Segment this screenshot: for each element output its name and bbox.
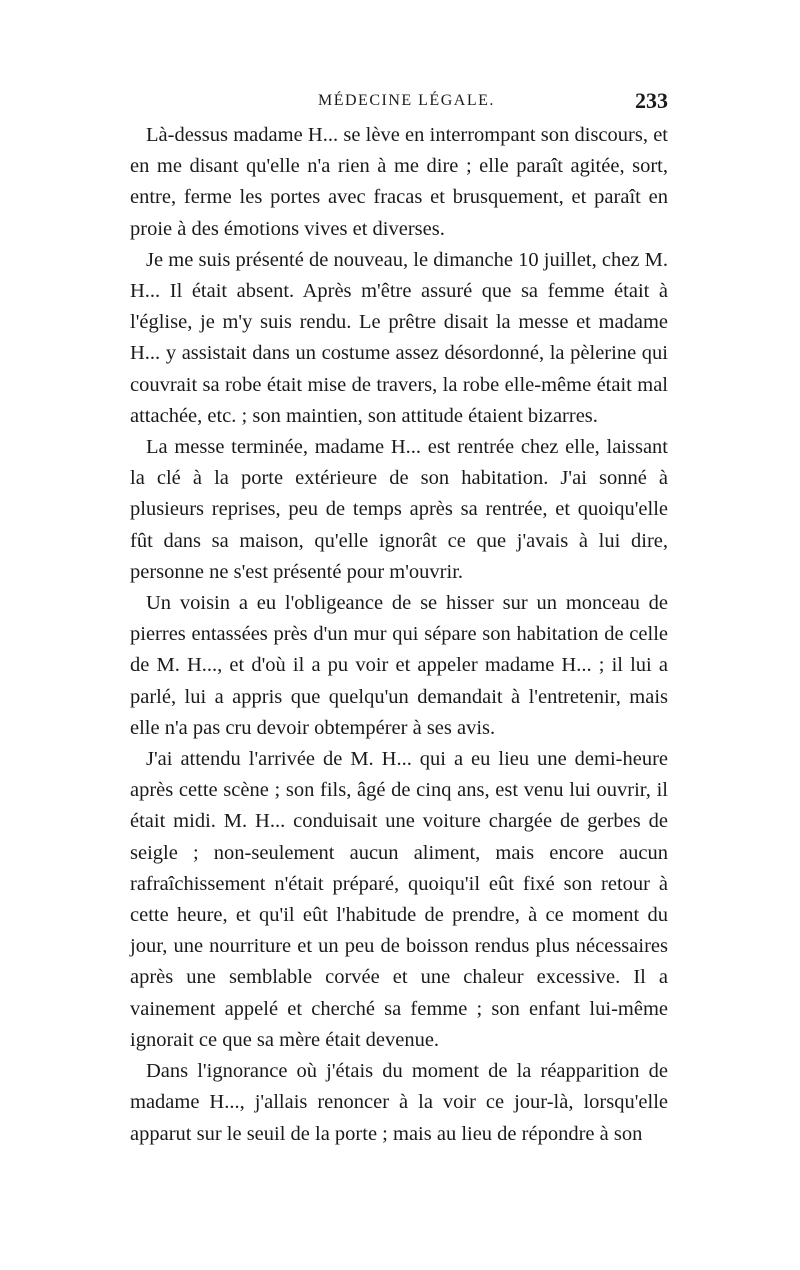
running-title: MÉDECINE LÉGALE.	[318, 92, 495, 109]
running-head	[130, 88, 668, 118]
paragraph: Là-dessus madame H... se lève en interrompant son discours, et en me disant qu'elle n'a rien à me dire ; elle paraît agitée, sort, entre, ferme les portes avec fracas et brusquement, et paraît en proie à des émotions vives et diverses.	[130, 124, 668, 240]
body-text	[130, 120, 668, 1150]
paragraph: La messe terminée, madame H... est rentrée chez elle, laissant la clé à la porte extérieure de son habitation. J'ai sonné à plusieurs reprises, peu de temps après sa rentrée, et quoiqu'elle fût dans sa maison, qu'elle ignorât ce que j'avais à lui dire, personne ne s'est présenté pour m'ouvrir.	[130, 436, 668, 583]
page-number: 233	[635, 88, 668, 113]
book-page	[130, 88, 668, 1150]
paragraph: J'ai attendu l'arrivée de M. H... qui a eu lieu une demi-heure après cette scène ; son fils, âgé de cinq ans, est venu lui ouvrir, il était midi. M. H... conduisait une voiture chargée de gerbes de seigle ; non-seulement aucun aliment, mais encore aucun rafraîchissement n'était préparé, quoiqu'il eût fixé son retour à cette heure, et qu'il eût l'habitude de prendre, à ce moment du jour, une nourriture et un peu de boisson rendus plus nécessaires après une semblable corvée et une chaleur excessive. Il a vainement appelé et cherché sa femme ; son enfant lui-même ignorait ce que sa mère était devenue.	[130, 748, 668, 1051]
paragraph: Dans l'ignorance où j'étais du moment de la réapparition de madame H..., j'allais renoncer à la voir ce jour-là, lorsqu'elle apparut sur le seuil de la porte ; mais au lieu de répondre à son	[130, 1060, 668, 1145]
paragraph: Je me suis présenté de nouveau, le dimanche 10 juillet, chez M. H... Il était absent. Après m'être assuré que sa femme était à l'église, je m'y suis rendu. Le prêtre disait la messe et madame H... y assistait dans un costume assez désordonné, la pèlerine qui couvrait sa robe était mise de travers, la robe elle-même était mal attachée, etc. ; son maintien, son attitude étaient bizarres.	[130, 248, 668, 427]
paragraph: Un voisin a eu l'obligeance de se hisser sur un monceau de pierres entassées près d'un mur qui sépare son habitation de celle de M. H..., et d'où il a pu voir et appeler madame H... ; il lui a parlé, lui a appris que quelqu'un demandait à l'entretenir, mais elle n'a pas cru devoir obtempérer à ses avis.	[130, 592, 668, 739]
